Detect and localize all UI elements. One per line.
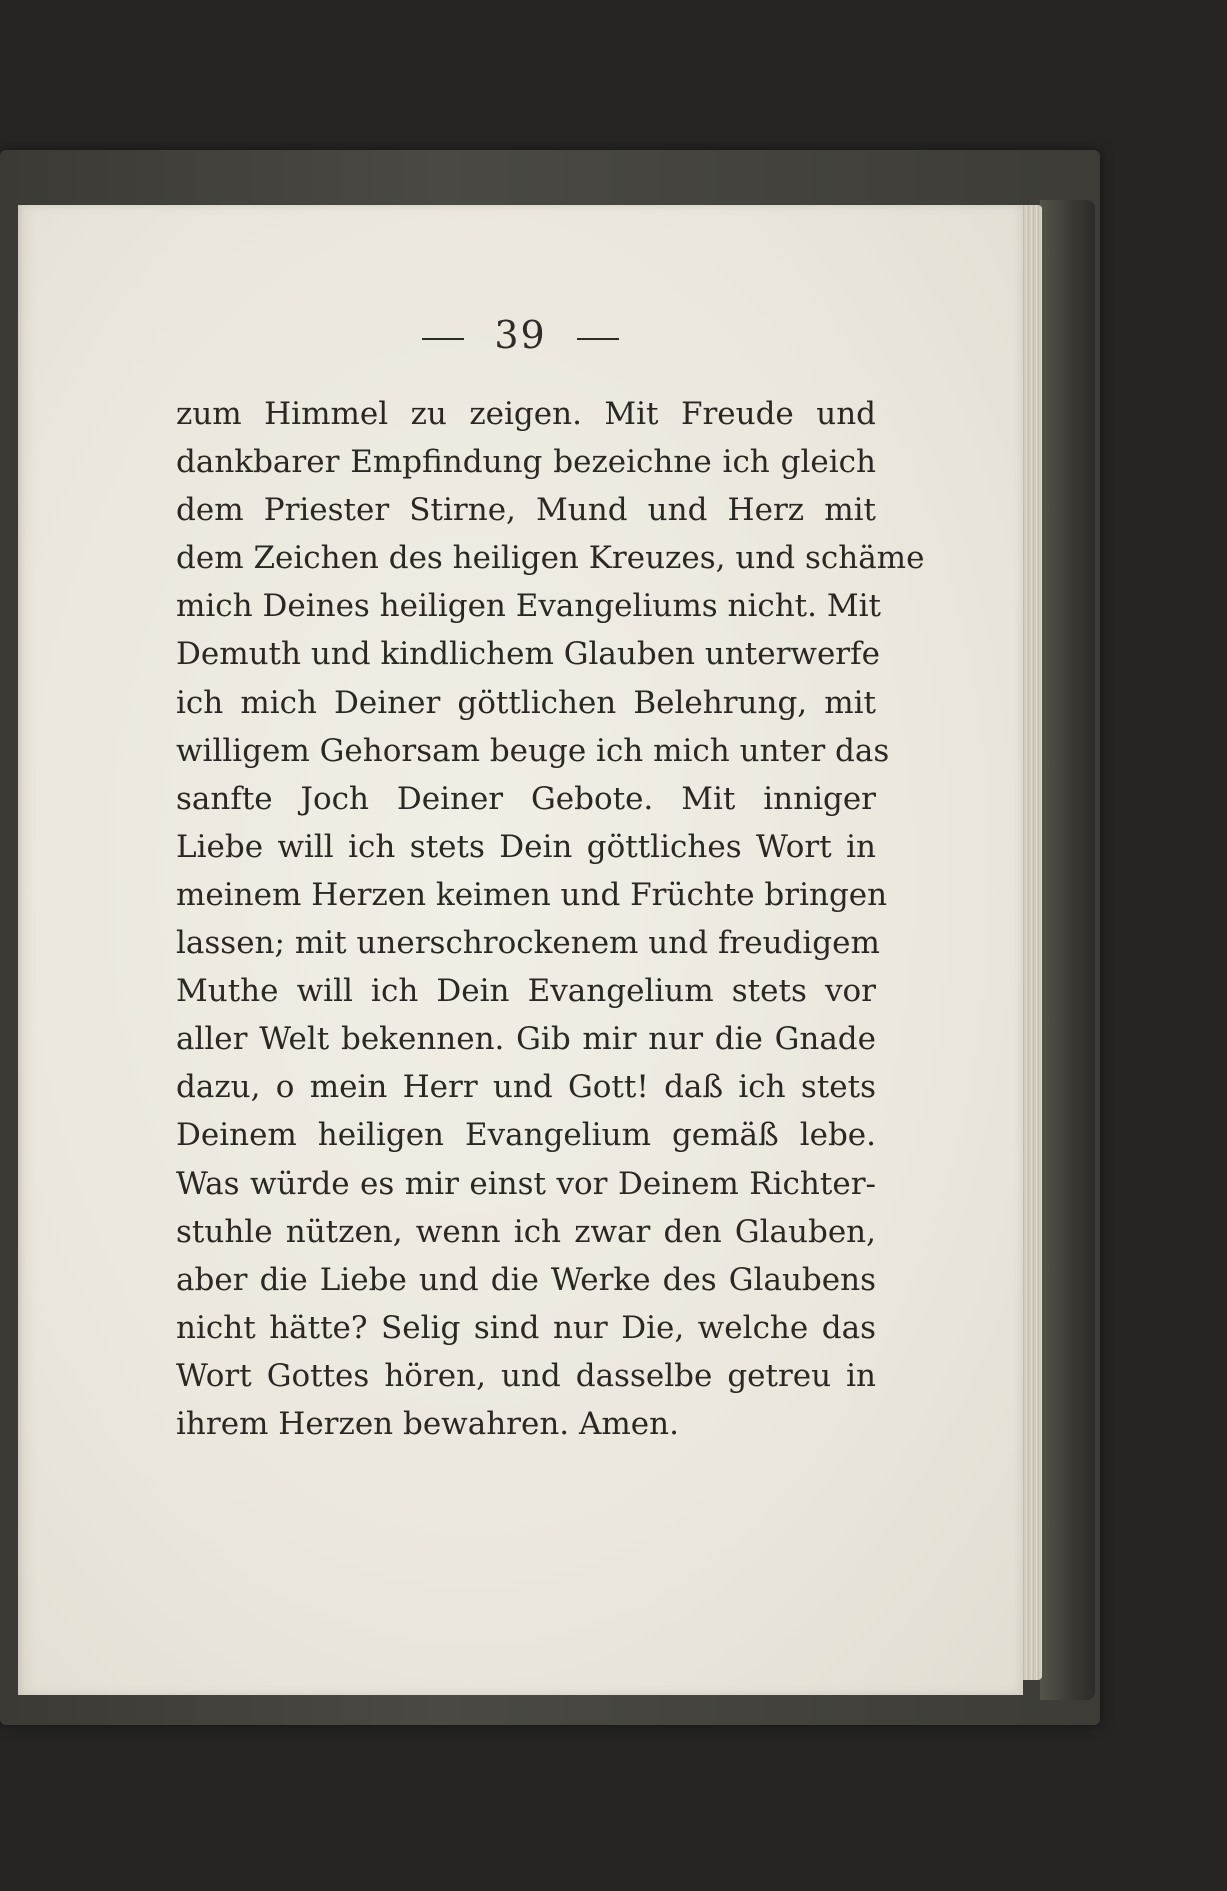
text-line: nicht hätte? Selig sind nur Die, welche das xyxy=(176,1309,876,1346)
page-gutter xyxy=(18,205,24,1695)
text-line: mich Deines heiligen Evangeliums nicht. Mit xyxy=(176,588,881,625)
text-line: zum Himmel zu zeigen. Mit Freude und xyxy=(176,396,876,432)
text-line: dankbarer Empfindung bezeichne ich gleich xyxy=(176,444,876,481)
page-number-dash-left xyxy=(422,338,464,340)
text-line: aller Welt bekennen. Gib mir nur die Gnade xyxy=(176,1021,876,1058)
text-line: ich mich Deiner göttlichen Belehrung, mit xyxy=(176,684,876,721)
text-line: Liebe will ich stets Dein göttliches Wort in xyxy=(176,828,876,865)
text-line: sanfte Joch Deiner Gebote. Mit inniger xyxy=(176,780,876,817)
page-number xyxy=(18,313,1023,357)
body-text xyxy=(176,390,925,1448)
text-line: willigem Gehorsam beuge ich mich unter das xyxy=(176,732,890,769)
text-line: Was würde es mir einst vor Deinem Richter- xyxy=(176,1165,876,1202)
text-line: stuhle nützen, wenn ich zwar den Glauben, xyxy=(176,1213,876,1250)
page-number-dash-right xyxy=(577,338,619,340)
text-line: dem Zeichen des heiligen Kreuzes, und schäme xyxy=(176,540,925,577)
text-line: Demuth und kindlichem Glauben unterwerfe xyxy=(176,636,880,673)
text-line: Deinem heiligen Evangelium gemäß lebe. xyxy=(176,1117,876,1154)
text-line: meinem Herzen keimen und Früchte bringen xyxy=(176,876,888,913)
text-line: Wort Gottes hören, und dasselbe getreu in xyxy=(176,1357,876,1394)
book-cover-edge xyxy=(1040,200,1095,1700)
book-page xyxy=(18,205,1023,1695)
text-line: dem Priester Stirne, Mund und Herz mit xyxy=(176,492,876,529)
text-line: dazu, o mein Herr und Gott! daß ich stets xyxy=(176,1069,876,1106)
text-line: aber die Liebe und die Werke des Glaubens xyxy=(176,1261,876,1298)
text-line: lassen; mit unerschrockenem und freudigem xyxy=(176,925,880,962)
page-number-value: 39 xyxy=(494,313,547,357)
text-line: Muthe will ich Dein Evangelium stets vor xyxy=(176,973,876,1010)
text-line: ihrem Herzen bewahren. Amen. xyxy=(176,1405,679,1442)
